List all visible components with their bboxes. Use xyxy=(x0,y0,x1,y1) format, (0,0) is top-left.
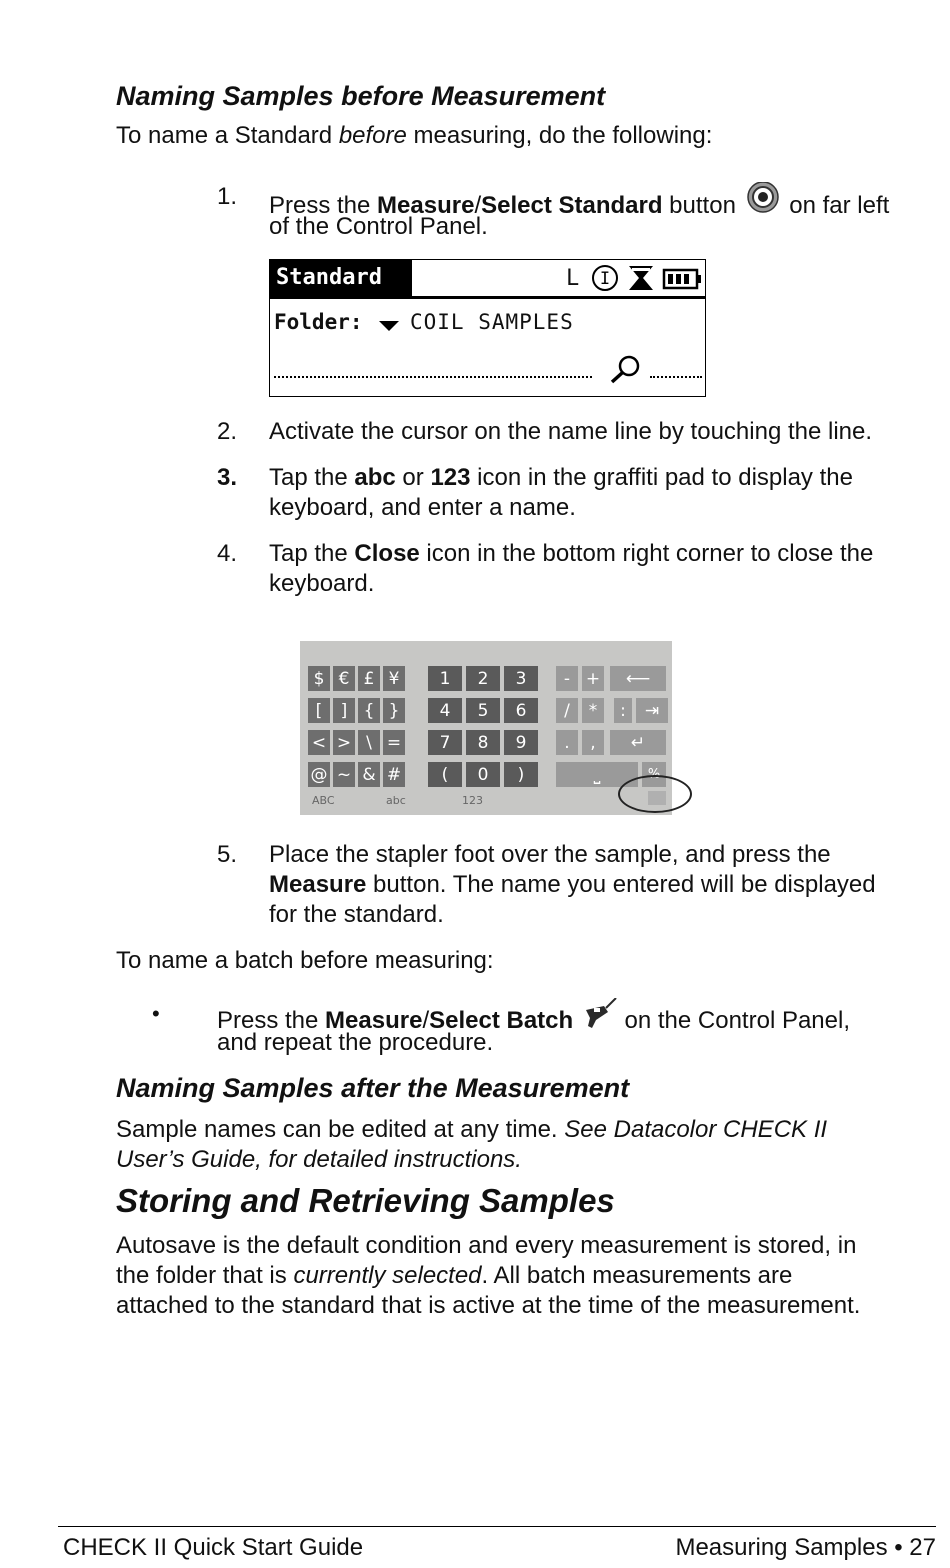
dropdown-arrow-icon[interactable] xyxy=(378,318,400,337)
keyboard-tab-upper[interactable]: ABC xyxy=(312,794,335,807)
key-period[interactable]: . xyxy=(556,730,578,755)
key-lbracket[interactable]: [ xyxy=(308,698,330,723)
key-3[interactable]: 3 xyxy=(504,666,538,691)
section3-line3: attached to the standard that is active at the time of the measurement. xyxy=(116,1292,861,1319)
key-colon[interactable]: : xyxy=(614,698,632,723)
standard-screen-image xyxy=(269,259,706,397)
key-7[interactable]: 7 xyxy=(428,730,462,755)
key-dollar[interactable]: $ xyxy=(308,666,330,691)
key-pound[interactable]: £ xyxy=(358,666,380,691)
step-number: 2. xyxy=(217,418,238,445)
key-greater[interactable]: > xyxy=(333,730,355,755)
name-input-line[interactable] xyxy=(274,376,592,378)
key-rbracket[interactable]: ] xyxy=(333,698,355,723)
key-0[interactable]: 0 xyxy=(466,762,500,787)
section3-line1: Autosave is the default condition and every measurement is stored, in xyxy=(116,1232,857,1259)
key-4[interactable]: 4 xyxy=(428,698,462,723)
key-9[interactable]: 9 xyxy=(504,730,538,755)
step-number: 3. xyxy=(217,464,238,491)
key-slash[interactable]: / xyxy=(556,698,578,723)
folder-value[interactable]: COIL SAMPLES xyxy=(410,310,574,334)
keyboard-image xyxy=(300,641,672,815)
key-yen[interactable]: ¥ xyxy=(383,666,405,691)
section2-line2: User’s Guide, for detailed instructions. xyxy=(116,1146,522,1173)
screen-indicator-l: L xyxy=(566,265,580,291)
key-plus[interactable]: + xyxy=(582,666,604,691)
key-rbrace[interactable]: } xyxy=(383,698,405,723)
key-backspace-icon[interactable]: ⟵ xyxy=(610,666,666,691)
step-4-line2: keyboard. xyxy=(269,570,375,597)
screen-title-rule xyxy=(270,296,705,299)
stapler-icon xyxy=(580,998,618,1038)
key-comma[interactable]: , xyxy=(582,730,604,755)
key-ampersand[interactable]: & xyxy=(358,762,380,787)
key-at[interactable]: @ xyxy=(308,762,330,787)
batch-bullet-line2: and repeat the procedure. xyxy=(217,1029,494,1056)
hourglass-icon xyxy=(626,264,656,292)
intro-paragraph: To name a Standard before measuring, do the following: xyxy=(116,122,713,149)
key-lbrace[interactable]: { xyxy=(358,698,380,723)
info-icon xyxy=(590,264,620,292)
key-asterisk[interactable]: * xyxy=(582,698,604,723)
bullet: • xyxy=(152,1001,160,1026)
battery-icon xyxy=(662,264,702,292)
step-number: 1. xyxy=(217,183,238,210)
key-6[interactable]: 6 xyxy=(504,698,538,723)
key-8[interactable]: 8 xyxy=(466,730,500,755)
footer-rule xyxy=(58,1526,936,1527)
step-3-line2: keyboard, and enter a name. xyxy=(269,494,576,521)
section-heading-naming-after: Naming Samples after the Measurement xyxy=(116,1073,630,1103)
section-heading-storing: Storing and Retrieving Samples xyxy=(116,1182,615,1219)
key-5[interactable]: 5 xyxy=(466,698,500,723)
step-5-line2: Measure button. The name you entered will be displayed xyxy=(269,871,876,898)
key-lparen[interactable]: ( xyxy=(428,762,462,787)
section-heading-naming-before: Naming Samples before Measurement xyxy=(116,81,606,111)
section2-line1: Sample names can be edited at any time. See Datacolor CHECK II xyxy=(116,1116,828,1143)
footer-left: CHECK II Quick Start Guide xyxy=(63,1534,364,1561)
screen-title: Standard xyxy=(270,260,412,296)
step-4-text: Tap the Close icon in the bottom right corner to close the xyxy=(269,540,874,567)
key-rparen[interactable]: ) xyxy=(504,762,538,787)
measure-button-icon xyxy=(743,182,783,224)
key-less[interactable]: < xyxy=(308,730,330,755)
key-enter-icon[interactable]: ↵ xyxy=(610,730,666,755)
step-number: 5. xyxy=(217,841,238,868)
key-minus[interactable]: - xyxy=(556,666,578,691)
step-1-line2: of the Control Panel. xyxy=(269,213,488,240)
keyboard-tab-numeric[interactable]: 123 xyxy=(462,794,483,807)
step-number: 4. xyxy=(217,540,238,567)
batch-intro: To name a batch before measuring: xyxy=(116,947,494,974)
step-5-line1: Place the stapler foot over the sample, and press the xyxy=(269,841,831,868)
search-input-line[interactable] xyxy=(650,376,702,378)
keyboard-tab-lower[interactable]: abc xyxy=(386,794,406,807)
step-3-text: Tap the abc or 123 icon in the graffiti pad to display the xyxy=(269,464,853,491)
search-icon[interactable] xyxy=(608,354,642,388)
key-1[interactable]: 1 xyxy=(428,666,462,691)
key-tilde[interactable]: ~ xyxy=(333,762,355,787)
batch-bullet-text: Press the Measure/Select Batch on the Control Panel, xyxy=(217,998,850,1038)
step-1-text: Press the Measure/Select Standard button on far left xyxy=(269,182,889,224)
key-tab-icon[interactable]: ⇥ xyxy=(636,698,668,723)
key-backslash[interactable]: \ xyxy=(358,730,380,755)
folder-label: Folder: xyxy=(274,310,363,334)
section3-line2: the folder that is currently selected. All batch measurements are xyxy=(116,1262,793,1289)
close-highlight-oval xyxy=(618,775,692,813)
key-2[interactable]: 2 xyxy=(466,666,500,691)
footer-right: Measuring Samples • 27 xyxy=(675,1534,936,1561)
key-euro[interactable]: € xyxy=(333,666,355,691)
key-percent[interactable]: % xyxy=(642,762,666,787)
step-5-line3: for the standard. xyxy=(269,901,444,928)
key-space-icon[interactable]: ⎵ xyxy=(556,762,638,787)
key-hash[interactable]: # xyxy=(383,762,405,787)
key-equals[interactable]: = xyxy=(383,730,405,755)
step-2-text: Activate the cursor on the name line by touching the line. xyxy=(269,418,873,445)
info-icon-letter: I xyxy=(599,269,611,289)
